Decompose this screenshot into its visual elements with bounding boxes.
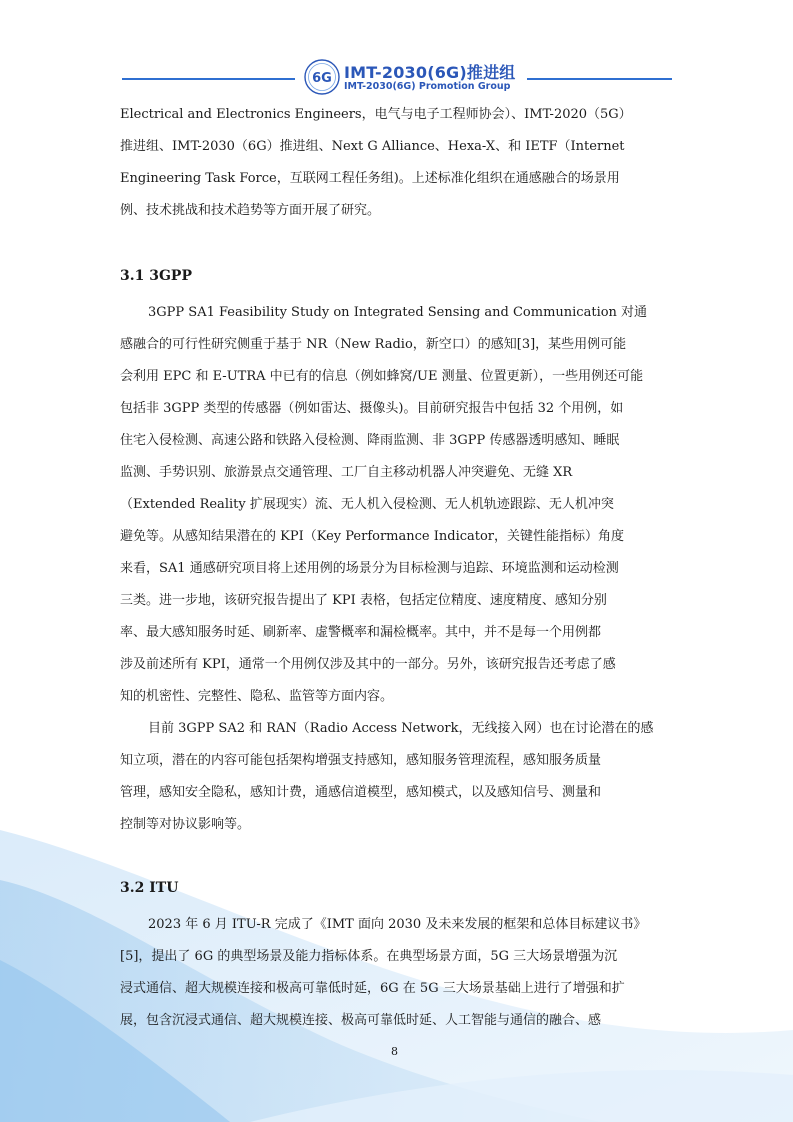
paragraph-line: 管理，感知安全隐私，感知计费，通感信道模型，感知模式，以及感知信号、测量和 [120,785,602,800]
paragraph-line: 涉及前述所有 KPI，通常一个用例仅涉及其中的一部分。另外，该研究报告还考虑了感 [120,657,616,672]
page-number: 8 [391,1045,398,1058]
paragraph-line: 控制等对协议影响等。 [120,817,251,832]
intro-line: Engineering Task Force，互联网工程任务组)。上述标准化组织在通感融合的场景用 [120,171,620,186]
logo-title: IMT-2030(6G)推进组 [344,63,516,82]
logo-badge-text: 6G [312,71,332,86]
paragraph-line: 浸式通信、超大规模连接和极高可靠低时延，6G 在 5G 三大场景基础上进行了增强和扩 [120,981,625,996]
intro-line: Electrical and Electronics Engineers，电气与电子工程师协会）、IMT-2020（5G） [120,107,632,122]
intro-line: 推进组、IMT-2030（6G）推进组、Next G Alliance、Hexa-X、和 IETF（Internet [120,139,625,154]
section-heading-3-1: 3.1 3GPP [120,268,192,284]
paragraph-line: [5]，提出了 6G 的典型场景及能力指标体系。在典型场景方面，5G 三大场景增强为沉 [120,949,618,964]
paragraph-line: （Extended Reality 扩展现实）流、无人机入侵检测、无人机轨迹跟踪、无人机冲突 [120,497,614,512]
paragraph-line: 率、最大感知服务时延、刷新率、虚警概率和漏检概率。其中，并不是每一个用例都 [120,625,602,640]
paragraph-line: 2023 年 6 月 ITU-R 完成了《IMT 面向 2030 及未来发展的框架和总体目标建议书》 [148,917,647,932]
paragraph-line: 来看，SA1 通感研究项目将上述用例的场景分为目标检测与追踪、环境监测和运动检测 [120,561,619,576]
paragraph-line: 3GPP SA1 Feasibility Study on Integrated Sensing and Communication 对通 [148,305,648,320]
paragraph-line: 展，包含沉浸式通信、超大规模连接、极高可靠低时延、人工智能与通信的融合、感 [120,1013,602,1028]
paragraph-line: 住宅入侵检测、高速公路和铁路入侵检测、降雨监测、非 3GPP 传感器透明感知、睡眠 [120,433,620,448]
paragraph-line: 感融合的可行性研究侧重于基于 NR（New Radio，新空口）的感知[3]，某些用例可能 [120,337,627,352]
paragraph-line: 包括非 3GPP 类型的传感器（例如雷达、摄像头)。目前研究报告中包括 32 个用例，如 [120,401,624,416]
paragraph-line: 监测、手势识别、旅游景点交通管理、工厂自主移动机器人冲突避免、无缝 XR [120,465,573,480]
paragraph-line: 会利用 EPC 和 E-UTRA 中已有的信息（例如蜂窝/UE 测量、位置更新），一些用例还可能 [120,369,644,384]
paragraph-line: 知的机密性、完整性、隐私、监管等方面内容。 [120,689,394,704]
paragraph-line: 避免等。从感知结果潜在的 KPI（Key Performance Indicator，关键性能指标）角度 [120,529,625,544]
logo-subtitle: IMT-2030(6G) Promotion Group [344,81,511,92]
intro-line: 例、技术挑战和技术趋势等方面开展了研究。 [120,203,381,218]
paragraph-line: 目前 3GPP SA2 和 RAN（Radio Access Network，无线接入网）也在讨论潜在的感 [148,721,654,736]
section-heading-3-2: 3.2 ITU [120,880,179,896]
paragraph-line: 三类。进一步地，该研究报告提出了 KPI 表格，包括定位精度、速度精度、感知分别 [120,593,607,608]
paragraph-line: 知立项，潜在的内容可能包括架构增强支持感知，感知服务管理流程，感知服务质量 [120,753,602,768]
